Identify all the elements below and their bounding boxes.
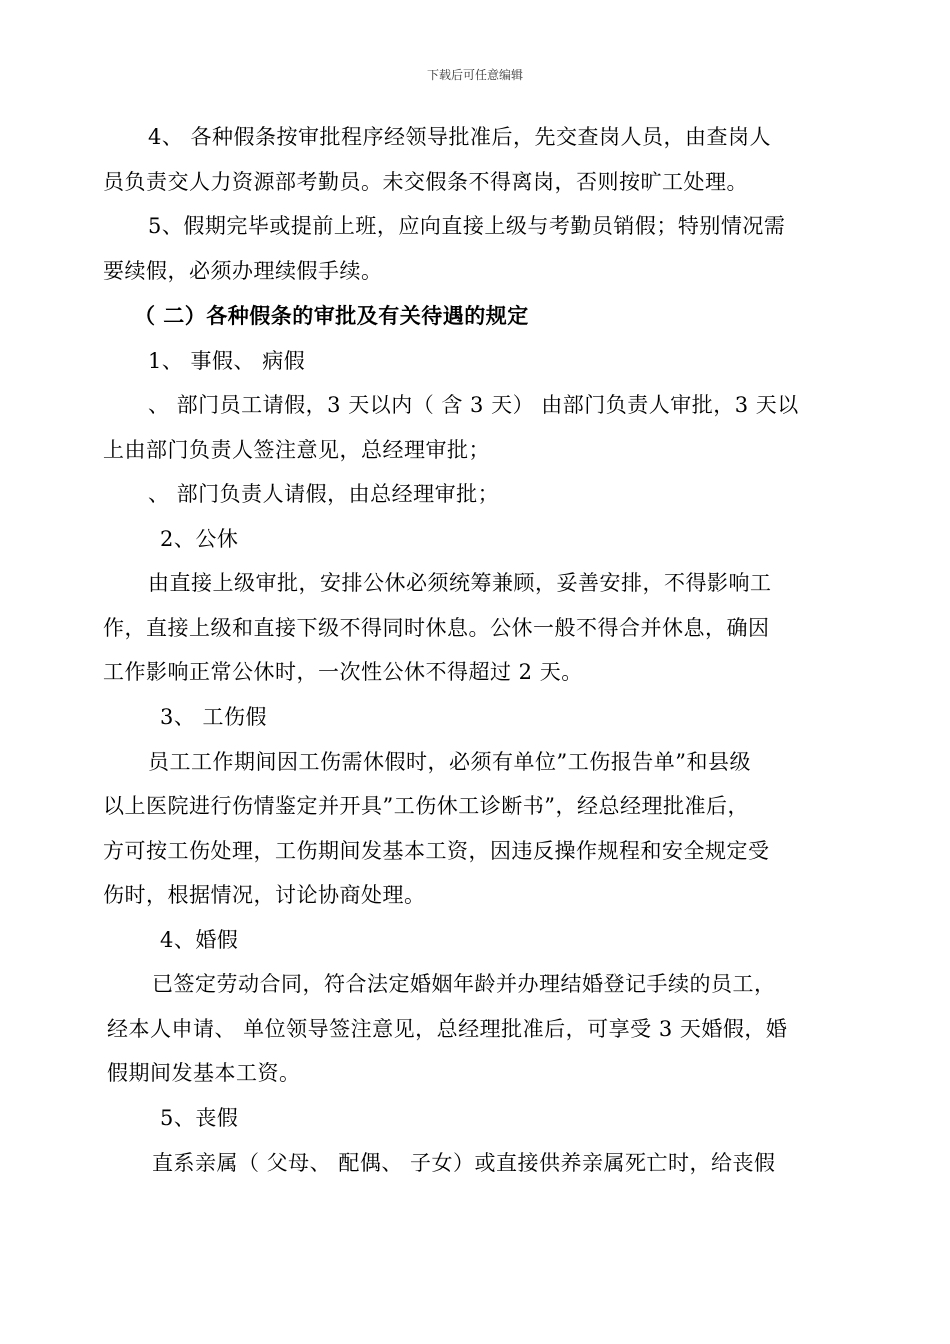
paragraph-line: 作，直接上级和直接下级不得同时休息。公休一般不得合并休息，确因 bbox=[103, 616, 770, 640]
paragraph-line: 4、 各种假条按审批程序经领导批准后，先交查岗人员，由查岗人 bbox=[148, 125, 772, 149]
paragraph-line: 方可按工伤处理，工伤期间发基本工资，因违反操作规程和安全规定受 bbox=[103, 839, 770, 863]
subsection-heading: 5、丧假 bbox=[160, 1106, 239, 1130]
subsection-heading: 3、 工伤假 bbox=[160, 705, 268, 729]
paragraph-line: 要续假，必须办理续假手续。 bbox=[103, 259, 383, 283]
subsection-heading: 4、婚假 bbox=[160, 928, 239, 952]
paragraph-line: 伤时，根据情况，讨论协商处理。 bbox=[103, 883, 426, 907]
section-heading: （ 二）各种假条的审批及有关待遇的规定 bbox=[134, 304, 529, 328]
paragraph-line: 、 部门员工请假，3 天以内（ 含 3 天） 由部门负责人审批，3 天以 bbox=[148, 393, 799, 417]
paragraph-line: 直系亲属（ 父母、 配偶、 子女）或直接供养亲属死亡时，给丧假 bbox=[152, 1151, 776, 1175]
paragraph-line: 由直接上级审批，安排公休必须统筹兼顾，妥善安排，不得影响工 bbox=[148, 571, 772, 595]
paragraph-line: 工作影响正常公休时，一次性公休不得超过 2 天。 bbox=[103, 660, 583, 684]
paragraph-line: 上由部门负责人签注意见，总经理审批； bbox=[103, 438, 490, 462]
page-header: 下载后可任意编辑 bbox=[426, 68, 523, 82]
paragraph-line: 以上医院进行伤情鉴定并开具”工伤休工诊断书”，经总经理批准后， bbox=[103, 794, 749, 818]
paragraph-line: 、 部门负责人请假，由总经理审批； bbox=[148, 482, 500, 506]
subsection-heading: 1、 事假、 病假 bbox=[148, 349, 306, 373]
subsection-heading: 2、公休 bbox=[160, 527, 239, 551]
paragraph-line: 已签定劳动合同，符合法定婚姻年龄并办理结婚登记手续的员工， bbox=[152, 972, 776, 996]
paragraph-line: 员工工作期间因工伤需休假时，必须有单位”工伤报告单”和县级 bbox=[148, 750, 751, 774]
paragraph-line: 假期间发基本工资。 bbox=[107, 1061, 301, 1085]
paragraph-line: 员负责交人力资源部考勤员。未交假条不得离岗，否则按旷工处理。 bbox=[103, 170, 748, 194]
paragraph-line: 5、假期完毕或提前上班，应向直接上级与考勤员销假；特别情况需 bbox=[148, 214, 786, 238]
paragraph-line: 经本人申请、 单位领导签注意见，总经理批准后，可享受 3 天婚假，婚 bbox=[107, 1017, 788, 1041]
